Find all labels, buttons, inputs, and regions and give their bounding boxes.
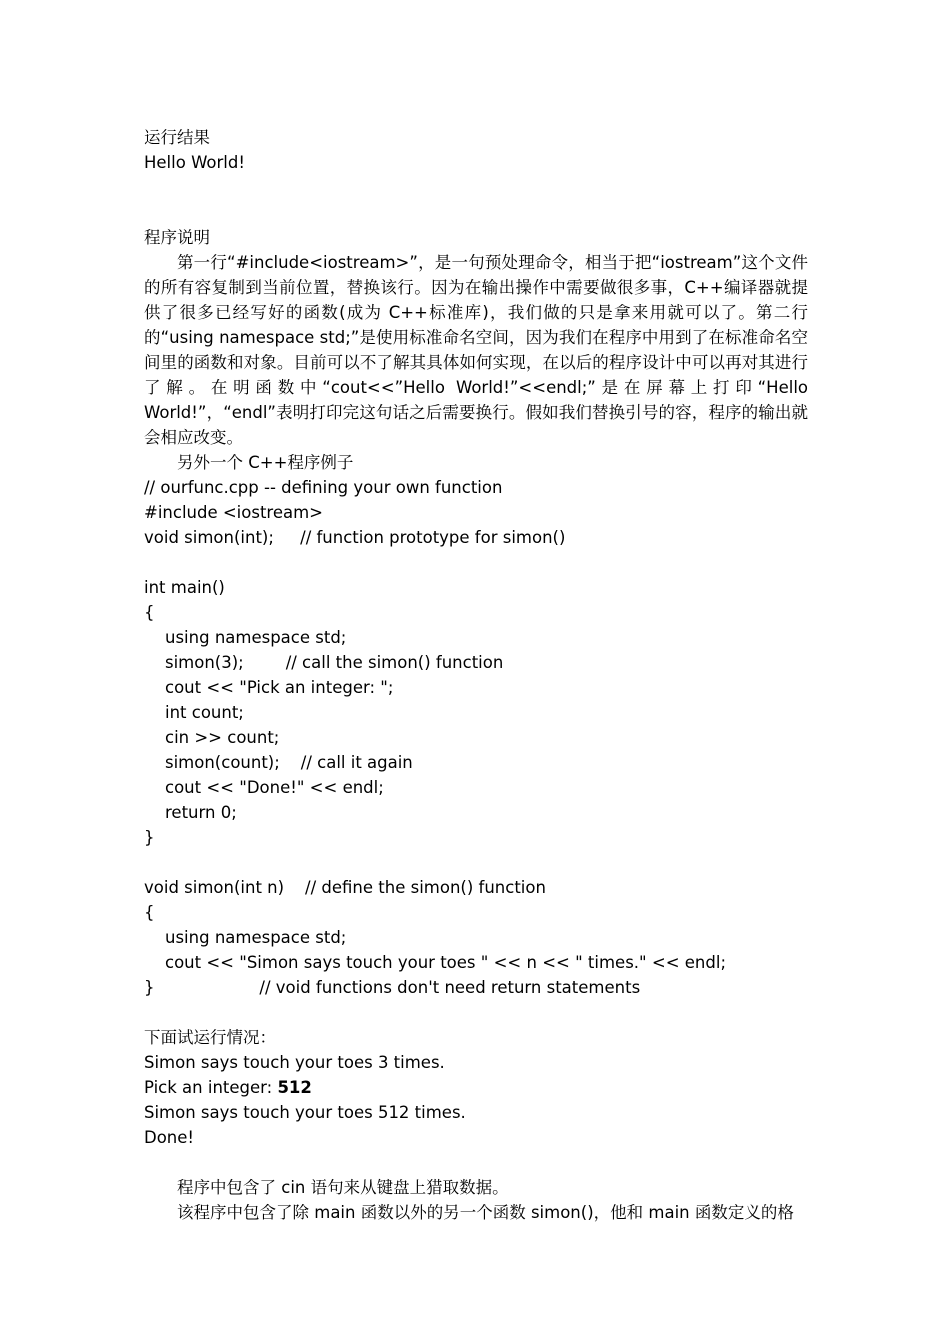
result-output: Hello World! <box>144 153 245 172</box>
note-line: 该程序中包含了除 main 函数以外的另一个函数 simon()，他和 main 函数定义的格 <box>177 1203 794 1222</box>
code-line: void simon(int); // function prototype for simon() <box>144 528 566 547</box>
spacer <box>144 175 808 225</box>
code-line: cin >> count; <box>165 728 280 747</box>
run-user-input: 512 <box>277 1078 312 1097</box>
spacer <box>144 1150 808 1175</box>
code-blank-line <box>144 850 808 875</box>
run-output-line: Simon says touch your toes 512 times. <box>144 1103 466 1122</box>
example-intro: 另外一个 C++程序例子 <box>177 453 354 472</box>
code-line: using namespace std; <box>165 628 347 647</box>
explain-paragraph: 第一行“#include<iostream>”，是一句预处理命令，相当于把“iostream”这个文件的所有容复制到当前位置，替换该行。因为在输出操作中需要做很多事，C++编译器就提供了很多已经写好的函数(成为 C++标准库)，我们做的只是拿来用就可以了。第二行的“using namespace std;”是使用标准命名空间，因为我们在程序中用到了在标准命名空间里的函数和对象。目前可以不了解其具体如何实现，在以后的程序设计中可以再对其进行了解。在明函数中“cout<<”Hello World!”<<endl;”是在屏幕上打印“Hello World!”，“endl”表明打印完这句话之后需要换行。假如我们替换引号的容，程序的输出就会相应改变。 <box>144 253 808 447</box>
code-line: // ourfunc.cpp -- defining your own function <box>144 478 503 497</box>
document-content <box>144 125 808 1225</box>
code-line: simon(count); // call it again <box>165 753 413 772</box>
code-line: { <box>144 903 155 922</box>
code-line: using namespace std; <box>165 928 347 947</box>
explain-heading: 程序说明 <box>144 228 210 247</box>
result-heading: 运行结果 <box>144 128 210 147</box>
code-line: #include <iostream> <box>144 503 324 522</box>
run-output-line <box>144 1075 808 1100</box>
note-line: 程序中包含了 cin 语句来从键盘上猎取数据。 <box>177 1178 509 1197</box>
code-line: } // void functions don't need return statements <box>144 978 641 997</box>
code-line: cout << "Simon says touch your toes " << n << " times." << endl; <box>165 953 726 972</box>
spacer <box>144 1000 808 1025</box>
code-line: int count; <box>165 703 244 722</box>
run-prompt: Pick an integer: <box>144 1078 278 1097</box>
run-heading: 下面试运行情况： <box>144 1028 276 1047</box>
code-line: void simon(int n) // define the simon() function <box>144 878 546 897</box>
code-line: { <box>144 603 155 622</box>
code-line: } <box>144 828 155 847</box>
code-line: int main() <box>144 578 225 597</box>
code-line: simon(3); // call the simon() function <box>165 653 504 672</box>
code-line: cout << "Done!" << endl; <box>165 778 384 797</box>
run-output-line: Done! <box>144 1128 195 1147</box>
code-line: return 0; <box>165 803 237 822</box>
run-output-line: Simon says touch your toes 3 times. <box>144 1053 445 1072</box>
code-line: cout << "Pick an integer: "; <box>165 678 394 697</box>
code-blank-line <box>144 550 808 575</box>
code-block <box>144 475 808 1000</box>
